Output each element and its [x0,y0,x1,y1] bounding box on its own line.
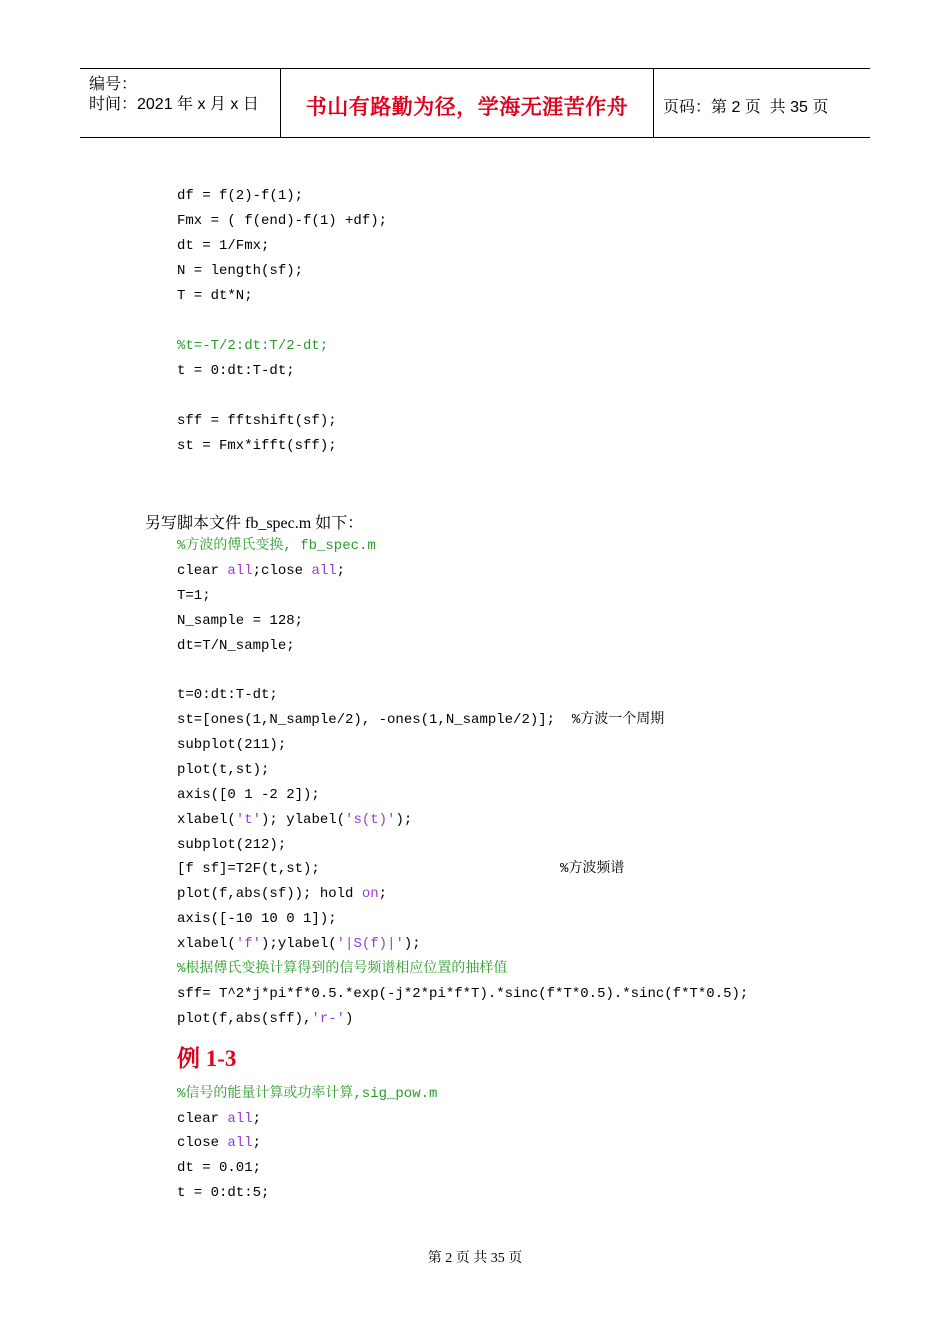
code-text: plot(f,abs(sf)); hold [177,886,362,902]
code-line: axis([0 1 -2 2]); [177,787,320,803]
header-motto-cell [281,69,654,137]
code-inline-comment: %方波一个周期 [571,712,665,728]
code-line [177,811,412,829]
code-line: N_sample = 128; [177,613,304,629]
code-text: ; [378,886,388,902]
code-line: t = 0:dt:T-dt; [177,363,295,379]
code-text: ; [336,563,346,579]
code-inline-comment: %方波频谱 [560,861,625,877]
code-line: N = length(sf); [177,263,304,279]
header-page-cell [654,69,870,137]
code-text: plot(f,abs(sff), [177,1011,312,1027]
code-text: ; [252,1135,262,1151]
document-number-label: 编号： [89,76,138,93]
section-heading: 例 1-3 [177,1046,237,1071]
code-text: ) [345,1011,354,1027]
code-line: sff= T^2*j*pi*f*0.5.*exp(-j*2*pi*f*T).*sinc(f*T*0.5).*sinc(f*T*0.5); [177,986,749,1002]
code-line: sff = fftshift(sf); [177,413,337,429]
code-text: ); [403,936,421,952]
document-date: 时间：2021 年 x 月 x 日 [89,96,259,113]
code-comment: %t=-T/2:dt:T/2-dt; [177,338,329,354]
code-line [177,711,664,729]
code-comment: %根据傅氏变换计算得到的信号频谱相应位置的抽样值 [177,961,508,977]
code-line: st = Fmx*ifft(sff); [177,438,337,454]
code-text: );ylabel( [261,936,337,952]
code-keyword: all [311,563,337,579]
code-line: t=0:dt:T-dt; [177,687,278,703]
code-line: T = dt*N; [177,288,253,304]
code-line: dt = 1/Fmx; [177,238,270,254]
code-text: ; [252,1111,262,1127]
code-line: axis([-10 10 0 1]); [177,911,337,927]
code-keyword: all [227,1111,253,1127]
code-keyword: all [227,1135,253,1151]
code-line: subplot(211); [177,737,287,753]
code-line: [f sf]=T2F(t,st); [177,861,320,877]
code-text: clear [177,563,228,579]
body-paragraph: 另写脚本文件 fb_spec.m 如下： [145,515,364,532]
code-line: plot(t,st); [177,762,270,778]
page-footer: 第 2 页 共 35 页 [427,1251,523,1266]
page-header [80,68,870,138]
code-line: Fmx = ( f(end)-f(1) +df); [177,213,388,229]
header-meta-cell [80,69,281,137]
code-line [177,935,421,953]
code-line: T=1; [177,588,211,604]
code-line: subplot(212); [177,837,287,853]
code-string: '|S(f)|' [336,936,404,952]
code-line [177,1134,261,1152]
code-keyword: all [227,563,253,579]
code-string: 's(t)' [345,812,396,828]
code-string: 't' [235,812,262,828]
code-line [177,1010,353,1028]
code-line: df = f(2)-f(1); [177,188,304,204]
code-line [177,562,345,580]
code-text: xlabel( [177,936,236,952]
code-text: ;close [252,563,312,579]
code-text: ); ylabel( [261,812,346,828]
code-text: close [177,1135,228,1151]
code-comment: %信号的能量计算或功率计算,sig_pow.m [177,1086,438,1102]
code-text: clear [177,1111,228,1127]
code-string: 'f' [235,936,262,952]
code-text: st=[ones(1,N_sample/2), -ones(1,N_sample/2)]; [177,712,572,728]
code-comment: %方波的傅氏变换, fb_spec.m [177,538,376,554]
code-line: dt = 0.01; [177,1160,262,1176]
code-string: 'r-' [311,1011,346,1027]
code-text: xlabel( [177,812,236,828]
header-page-info: 页码：第 2 页 共 35 页 [663,99,829,116]
code-line: t = 0:dt:5; [177,1185,270,1201]
code-text: ); [395,812,413,828]
motto-text: 书山有路勤为径，学海无涯苦作舟 [305,95,629,119]
code-line [177,1110,261,1128]
code-line: dt=T/N_sample; [177,638,295,654]
code-keyword: on [361,886,379,902]
code-line [177,885,387,903]
